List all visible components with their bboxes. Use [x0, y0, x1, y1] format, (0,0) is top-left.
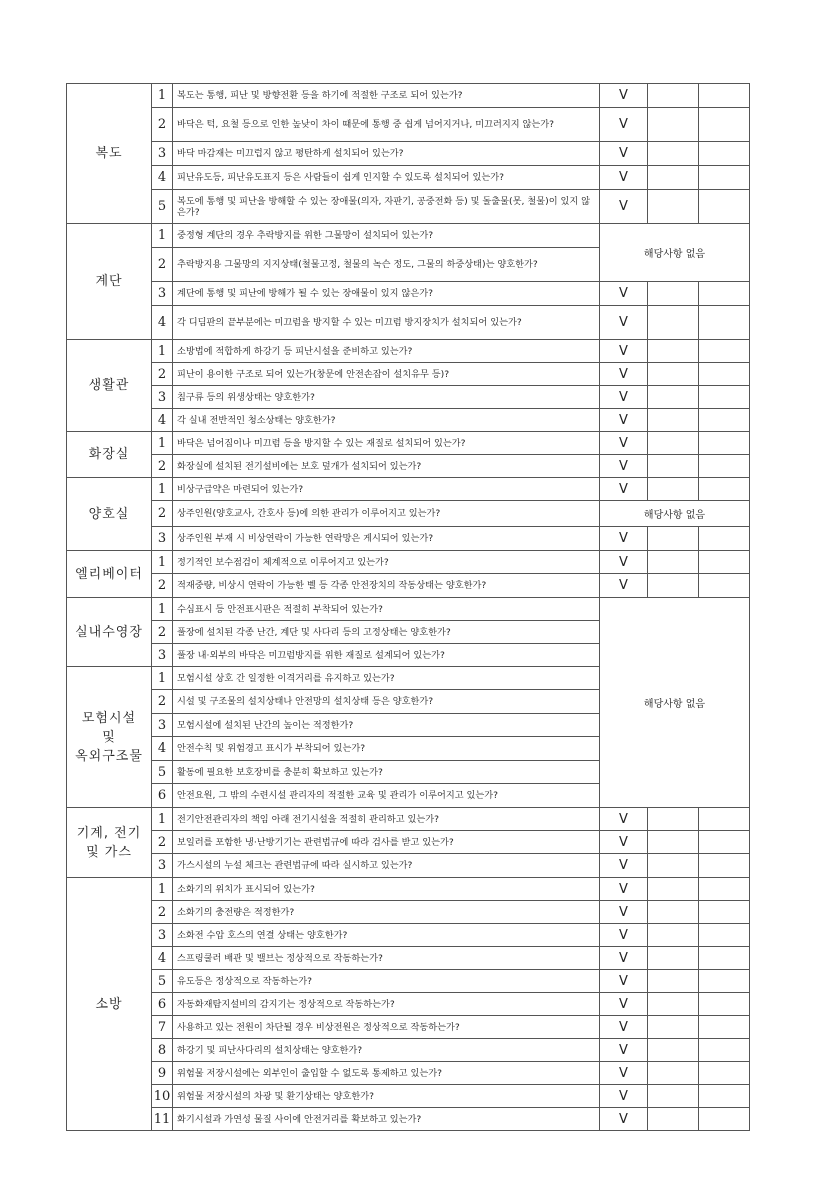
item-number: 9 [152, 1062, 173, 1085]
check-cell[interactable] [600, 1016, 648, 1039]
check-cell[interactable] [600, 970, 648, 993]
blank-cell[interactable] [699, 1039, 750, 1062]
table-row [67, 1039, 750, 1062]
table-row [67, 108, 750, 142]
item-question: 소방법에 적합하게 하강기 등 피난시설을 준비하고 있는가? [173, 340, 600, 363]
check-mark: V [619, 881, 628, 897]
item-number: 5 [152, 970, 173, 993]
item-question: 자동화재탐지설비의 감지기는 정상적으로 작동하는가? [173, 993, 600, 1016]
item-number: 11 [152, 1108, 173, 1131]
blank-cell[interactable] [699, 166, 750, 190]
blank-cell[interactable] [648, 142, 699, 166]
check-cell[interactable] [600, 340, 648, 363]
blank-cell[interactable] [648, 1085, 699, 1108]
blank-cell[interactable] [699, 409, 750, 432]
blank-cell[interactable] [699, 190, 750, 224]
blank-cell[interactable] [699, 84, 750, 108]
table-row [67, 993, 750, 1016]
check-mark: V [619, 554, 628, 570]
item-question: 보일러를 포함한 냉·난방기기는 관련법규에 따라 검사를 받고 있는가? [173, 831, 600, 854]
item-question: 바닥은 넘어짐이나 미끄럼 등을 방지할 수 있는 재질로 설치되어 있는가? [173, 432, 600, 455]
item-number: 4 [152, 306, 173, 340]
item-number: 1 [152, 84, 173, 108]
blank-cell[interactable] [699, 478, 750, 501]
blank-cell[interactable] [699, 574, 750, 598]
check-cell[interactable] [600, 993, 648, 1016]
item-question: 시설 및 구조물의 설치상태나 안전망의 설치상태 등은 양호한가? [173, 690, 600, 714]
check-mark: V [619, 1019, 628, 1035]
item-question: 정기적인 보수점검이 체계적으로 이루어지고 있는가? [173, 551, 600, 574]
check-mark: V [619, 1042, 628, 1058]
category-cell: 복도 [67, 84, 152, 224]
category-cell: 양호실 [67, 478, 152, 551]
table-row [67, 551, 750, 574]
item-question: 상주인원(양호교사, 간호사 등)에 의한 관리가 이루어지고 있는가? [173, 501, 600, 527]
check-mark: V [619, 858, 628, 873]
blank-cell[interactable] [699, 551, 750, 574]
blank-cell[interactable] [648, 854, 699, 878]
item-number: 3 [152, 924, 173, 947]
check-cell[interactable] [600, 84, 648, 108]
blank-cell[interactable] [648, 1039, 699, 1062]
item-number: 2 [152, 690, 173, 714]
check-cell[interactable] [600, 190, 648, 224]
check-cell[interactable] [600, 878, 648, 901]
item-number: 4 [152, 166, 173, 190]
item-number: 3 [152, 644, 173, 667]
item-number: 4 [152, 409, 173, 432]
check-cell[interactable] [600, 574, 648, 598]
inspection-checklist-table [66, 83, 750, 1131]
check-cell[interactable] [600, 432, 648, 455]
blank-cell[interactable] [648, 386, 699, 409]
check-mark: V [619, 578, 628, 593]
item-question: 풀장에 설치된 각종 난간, 계단 및 사다리 등의 고정상태는 양호한가? [173, 621, 600, 644]
item-question: 가스시설의 누설 체크는 관련법규에 따라 실시하고 있는가? [173, 854, 600, 878]
item-number: 3 [152, 527, 173, 551]
item-number: 3 [152, 282, 173, 306]
table-row [67, 340, 750, 363]
check-mark: V [619, 481, 628, 497]
item-number: 2 [152, 831, 173, 854]
check-mark: V [619, 834, 628, 850]
blank-cell[interactable] [699, 808, 750, 831]
item-number: 1 [152, 808, 173, 831]
check-mark: V [619, 170, 628, 185]
table-row [67, 501, 750, 527]
check-mark: V [619, 435, 628, 451]
item-question: 안전요원, 그 밖의 수련시설 관리자의 적절한 교육 및 관리가 이루어지고 있는가? [173, 784, 600, 808]
blank-cell[interactable] [699, 1108, 750, 1131]
table-row [67, 574, 750, 598]
blank-cell[interactable] [699, 108, 750, 142]
blank-cell[interactable] [648, 432, 699, 455]
item-number: 1 [152, 224, 173, 248]
check-cell[interactable] [600, 1108, 648, 1131]
table-row [67, 409, 750, 432]
blank-cell[interactable] [648, 166, 699, 190]
item-number: 4 [152, 737, 173, 761]
check-mark: V [619, 531, 628, 546]
item-number: 2 [152, 621, 173, 644]
table-row [67, 901, 750, 924]
category-cell: 기계, 전기 및 가스 [67, 808, 152, 878]
blank-cell[interactable] [699, 1062, 750, 1085]
item-number: 7 [152, 1016, 173, 1039]
item-question: 복도에 통행 및 피난을 방해할 수 있는 장애물(의자, 자판기, 공중전화 등) 및 돌출물(못, 철물)이 있지 않은가? [173, 190, 600, 224]
item-question: 사용하고 있는 전원이 차단될 경우 비상전원은 정상적으로 작동하는가? [173, 1016, 600, 1039]
check-cell[interactable] [600, 282, 648, 306]
blank-cell[interactable] [699, 1085, 750, 1108]
check-cell[interactable] [600, 1039, 648, 1062]
blank-cell[interactable] [648, 878, 699, 901]
item-number: 2 [152, 108, 173, 142]
table-row [67, 924, 750, 947]
item-question: 바닥 마감재는 미끄럽지 않고 평탄하게 설치되어 있는가? [173, 142, 600, 166]
item-number: 5 [152, 761, 173, 784]
blank-cell[interactable] [699, 282, 750, 306]
table-row [67, 878, 750, 901]
item-number: 1 [152, 551, 173, 574]
table-row [67, 598, 750, 621]
table-row [67, 432, 750, 455]
check-mark: V [619, 88, 628, 103]
blank-cell[interactable] [648, 478, 699, 501]
check-cell[interactable] [600, 306, 648, 340]
check-mark: V [619, 199, 628, 214]
blank-cell[interactable] [699, 455, 750, 478]
item-number: 1 [152, 878, 173, 901]
category-cell: 모험시설 및 옥외구조물 [67, 667, 152, 808]
item-question: 복도는 통행, 피난 및 방향전환 등을 하기에 적절한 구조로 되어 있는가? [173, 84, 600, 108]
check-mark: V [619, 811, 628, 827]
item-number: 4 [152, 947, 173, 970]
blank-cell[interactable] [699, 993, 750, 1016]
blank-cell[interactable] [648, 970, 699, 993]
item-number: 2 [152, 574, 173, 598]
item-question: 모험시설 상호 간 일정한 이격거리를 유지하고 있는가? [173, 667, 600, 690]
item-question: 소화기의 충전량은 적정한가? [173, 901, 600, 924]
category-cell: 엘리베이터 [67, 551, 152, 598]
blank-cell[interactable] [648, 306, 699, 340]
item-question: 소화전 수압 호스의 연결 상태는 양호한가? [173, 924, 600, 947]
table-row [67, 527, 750, 551]
not-applicable-note: 해당사항 없음 [600, 598, 750, 808]
check-cell[interactable] [600, 478, 648, 501]
table-row [67, 455, 750, 478]
blank-cell[interactable] [699, 340, 750, 363]
item-number: 2 [152, 501, 173, 527]
blank-cell[interactable] [648, 527, 699, 551]
item-question: 피난유도등, 피난유도표지 등은 사람들이 쉽게 인지할 수 있도록 설치되어 있는가? [173, 166, 600, 190]
item-number: 6 [152, 784, 173, 808]
table-row [67, 478, 750, 501]
table-row [67, 224, 750, 248]
check-cell[interactable] [600, 142, 648, 166]
table-row [67, 1062, 750, 1085]
blank-cell[interactable] [648, 924, 699, 947]
blank-cell[interactable] [699, 831, 750, 854]
not-applicable-note: 해당사항 없음 [600, 501, 750, 527]
check-cell[interactable] [600, 831, 648, 854]
item-question: 하강기 및 피난사다리의 설치상태는 양호한가? [173, 1039, 600, 1062]
item-question: 스프링쿨러 배관 및 밸브는 정상적으로 작동하는가? [173, 947, 600, 970]
table-row [67, 142, 750, 166]
table-row [67, 831, 750, 854]
table-row [67, 306, 750, 340]
check-mark: V [619, 458, 628, 474]
item-question: 피난이 용이한 구조로 되어 있는가(창문에 안전손잡이 설치유무 등)? [173, 363, 600, 386]
item-question: 상주인원 부재 시 비상연락이 가능한 연락망은 게시되어 있는가? [173, 527, 600, 551]
check-cell[interactable] [600, 854, 648, 878]
blank-cell[interactable] [699, 306, 750, 340]
not-applicable-note: 해당사항 없음 [600, 224, 750, 282]
check-mark: V [619, 904, 628, 920]
item-question: 소화기의 위치가 표시되어 있는가? [173, 878, 600, 901]
check-mark: V [619, 996, 628, 1012]
blank-cell[interactable] [699, 386, 750, 409]
table-row [67, 1085, 750, 1108]
blank-cell[interactable] [699, 901, 750, 924]
item-number: 2 [152, 363, 173, 386]
item-question: 화기시설과 가연성 물질 사이에 안전거리를 확보하고 있는가? [173, 1108, 600, 1131]
item-question: 풀장 내·외부의 바닥은 미끄럼방지를 위한 재질로 설계되어 있는가? [173, 644, 600, 667]
check-cell[interactable] [600, 551, 648, 574]
check-mark: V [619, 343, 628, 359]
item-question: 수심표시 등 안전표시판은 적절히 부착되어 있는가? [173, 598, 600, 621]
category-cell: 생활관 [67, 340, 152, 432]
blank-cell[interactable] [648, 340, 699, 363]
check-mark: V [619, 117, 628, 132]
check-mark: V [619, 950, 628, 966]
blank-cell[interactable] [699, 854, 750, 878]
check-cell[interactable] [600, 363, 648, 386]
blank-cell[interactable] [699, 970, 750, 993]
item-question: 유도등은 정상적으로 작동하는가? [173, 970, 600, 993]
item-question: 각 실내 전반적인 청소상태는 양호한가? [173, 409, 600, 432]
blank-cell[interactable] [699, 142, 750, 166]
check-mark: V [619, 389, 628, 405]
category-cell: 소방 [67, 878, 152, 1131]
item-number: 8 [152, 1039, 173, 1062]
table-row [67, 166, 750, 190]
item-number: 5 [152, 190, 173, 224]
check-mark: V [619, 315, 628, 330]
category-cell: 실내수영장 [67, 598, 152, 667]
check-mark: V [619, 286, 628, 301]
item-number: 3 [152, 854, 173, 878]
item-number: 3 [152, 714, 173, 737]
blank-cell[interactable] [648, 574, 699, 598]
check-cell[interactable] [600, 386, 648, 409]
check-mark: V [619, 1088, 628, 1104]
item-number: 3 [152, 142, 173, 166]
item-question: 전기안전관리자의 책임 아래 전기시설을 적절히 관리하고 있는가? [173, 808, 600, 831]
item-number: 1 [152, 340, 173, 363]
blank-cell[interactable] [648, 1016, 699, 1039]
blank-cell[interactable] [648, 1108, 699, 1131]
blank-cell[interactable] [648, 108, 699, 142]
blank-cell[interactable] [699, 924, 750, 947]
check-cell[interactable] [600, 1085, 648, 1108]
blank-cell[interactable] [648, 808, 699, 831]
blank-cell[interactable] [699, 363, 750, 386]
blank-cell[interactable] [648, 282, 699, 306]
blank-cell[interactable] [648, 455, 699, 478]
check-cell[interactable] [600, 924, 648, 947]
check-cell[interactable] [600, 108, 648, 142]
item-question: 적재중량, 비상시 연락이 가능한 벨 등 각종 안전장치의 작동상태는 양호한가? [173, 574, 600, 598]
blank-cell[interactable] [648, 1062, 699, 1085]
item-question: 모험시설에 설치된 난간의 높이는 적정한가? [173, 714, 600, 737]
table-row [67, 947, 750, 970]
blank-cell[interactable] [648, 947, 699, 970]
table-row [67, 282, 750, 306]
table-row [67, 386, 750, 409]
blank-cell[interactable] [648, 993, 699, 1016]
item-number: 2 [152, 455, 173, 478]
item-number: 10 [152, 1085, 173, 1108]
item-number: 1 [152, 432, 173, 455]
item-question: 바닥은 턱, 요철 등으로 인한 높낮이 차이 때문에 통행 중 쉽게 넘어지거나, 미끄러지지 않는가? [173, 108, 600, 142]
blank-cell[interactable] [699, 947, 750, 970]
check-mark: V [619, 412, 628, 428]
item-question: 안전수칙 및 위험경고 표시가 부착되어 있는가? [173, 737, 600, 761]
table-row [67, 854, 750, 878]
check-cell[interactable] [600, 901, 648, 924]
check-mark: V [619, 1065, 628, 1081]
item-question: 침구류 등의 위생상태는 양호한가? [173, 386, 600, 409]
blank-cell[interactable] [648, 84, 699, 108]
item-question: 계단에 통행 및 피난에 방해가 될 수 있는 장애물이 있지 않은가? [173, 282, 600, 306]
blank-cell[interactable] [648, 831, 699, 854]
item-question: 활동에 필요한 보호장비를 충분히 확보하고 있는가? [173, 761, 600, 784]
check-cell[interactable] [600, 808, 648, 831]
check-cell[interactable] [600, 455, 648, 478]
blank-cell[interactable] [648, 190, 699, 224]
table-row [67, 1016, 750, 1039]
check-mark: V [619, 1111, 628, 1127]
check-cell[interactable] [600, 166, 648, 190]
check-mark: V [619, 366, 628, 382]
item-question: 위험물 저장시설의 차광 및 환기상태는 양호한가? [173, 1085, 600, 1108]
check-cell[interactable] [600, 409, 648, 432]
item-number: 1 [152, 598, 173, 621]
item-number: 2 [152, 901, 173, 924]
category-cell: 계단 [67, 224, 152, 340]
item-number: 1 [152, 478, 173, 501]
blank-cell[interactable] [648, 901, 699, 924]
table-row [67, 1108, 750, 1131]
category-cell: 화장실 [67, 432, 152, 478]
check-cell[interactable] [600, 947, 648, 970]
item-question: 각 디딤판의 끝부분에는 미끄럼을 방지할 수 있는 미끄럼 방지장치가 설치되어 있는가? [173, 306, 600, 340]
item-question: 비상구급약은 마련되어 있는가? [173, 478, 600, 501]
check-mark: V [619, 973, 628, 989]
check-mark: V [619, 927, 628, 943]
table-row [67, 970, 750, 993]
blank-cell[interactable] [699, 527, 750, 551]
blank-cell[interactable] [699, 878, 750, 901]
item-number: 6 [152, 993, 173, 1016]
item-question: 추락방지용 그물망의 지지상태(철물고정, 철물의 녹슨 정도, 그물의 하중상태)는 양호한가? [173, 248, 600, 282]
table-row [67, 808, 750, 831]
blank-cell[interactable] [699, 432, 750, 455]
table-row [67, 363, 750, 386]
blank-cell[interactable] [648, 409, 699, 432]
check-cell[interactable] [600, 1062, 648, 1085]
item-number: 3 [152, 386, 173, 409]
check-cell[interactable] [600, 527, 648, 551]
blank-cell[interactable] [699, 1016, 750, 1039]
table-row [67, 190, 750, 224]
item-number: 2 [152, 248, 173, 282]
table-row [67, 84, 750, 108]
item-question: 화장실에 설치된 전기설비에는 보호 덮개가 설치되어 있는가? [173, 455, 600, 478]
blank-cell[interactable] [648, 363, 699, 386]
item-question: 중정형 계단의 경우 추락방지를 위한 그물망이 설치되어 있는가? [173, 224, 600, 248]
item-number: 1 [152, 667, 173, 690]
blank-cell[interactable] [648, 551, 699, 574]
check-mark: V [619, 146, 628, 161]
item-question: 위험물 저장시설에는 외부인이 출입할 수 없도록 통제하고 있는가? [173, 1062, 600, 1085]
